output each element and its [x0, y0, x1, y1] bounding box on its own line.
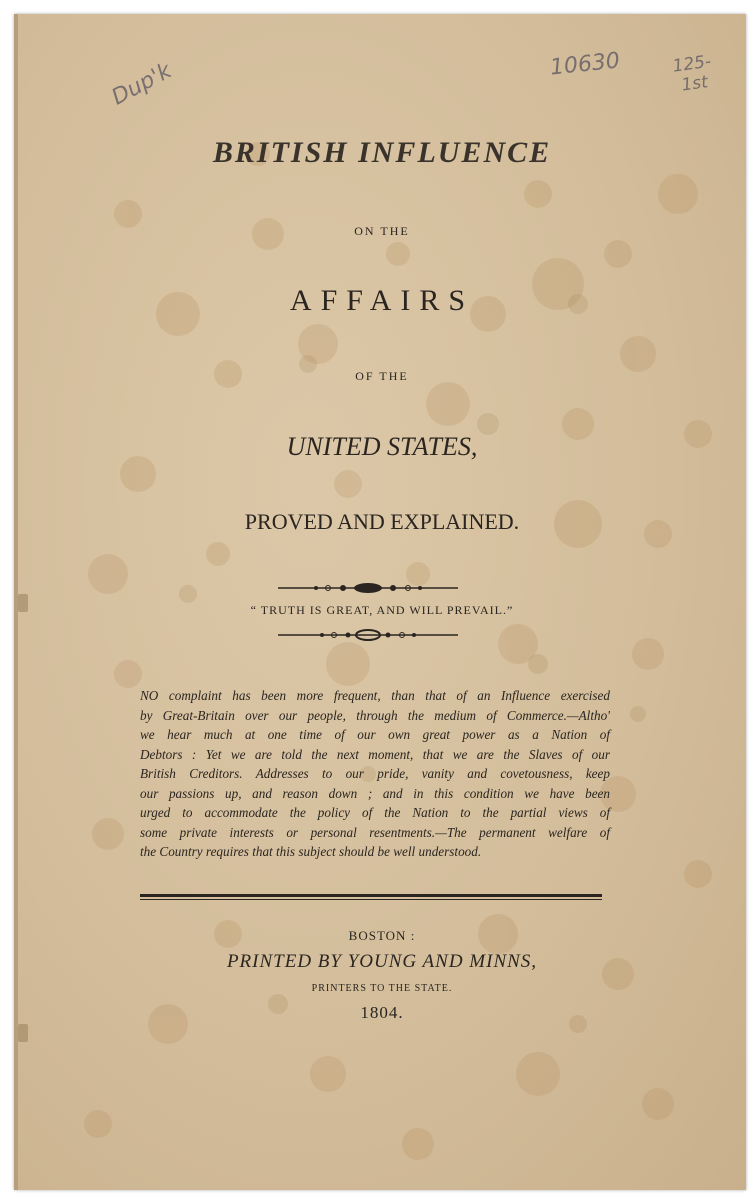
binding-tear	[18, 594, 28, 612]
paragraph-line: some private interests or personal resentments.—The permanent welfare of	[140, 824, 610, 840]
imprint-year: 1804.	[360, 1003, 404, 1022]
title-line-united-states: UNITED STATES,	[286, 432, 478, 461]
paragraph-line: Debtors : Yet we are told the next moment, that we are the Slaves of our	[140, 746, 610, 762]
title-line-proved-explained: PROVED AND EXPLAINED.	[244, 509, 520, 534]
title-page	[14, 14, 746, 1190]
ornament-divider-bottom	[268, 628, 468, 642]
paragraph-line: our passions up, and reason down ; and in this condition we have been	[140, 785, 610, 801]
paragraph-line: urged to accommodate the policy of the Nation to the partial views of	[140, 805, 610, 820]
paragraph-line: the Country requires that this subject should be well understood.	[140, 844, 482, 859]
epigraph-paragraph	[140, 686, 610, 862]
title-line-affairs: AFFAIRS	[289, 284, 475, 317]
paragraph-line: NO complaint has been more frequent, than that of an Influence exercised	[140, 688, 610, 703]
paragraph-line: by Great-Britain over our people, through the medium of Commerce.—Altho'	[140, 707, 610, 723]
imprint-printer: PRINTED BY YOUNG AND MINNS,	[226, 951, 538, 972]
title-line-of-the: OF THE	[355, 369, 409, 383]
double-rule-thick	[140, 894, 602, 897]
double-rule-thin	[140, 899, 602, 900]
handwritten-note: Dup'k	[107, 58, 176, 111]
handwritten-price-note	[671, 52, 715, 97]
imprint-place: BOSTON :	[348, 928, 416, 943]
handwritten-catalog-number: 10630	[548, 48, 622, 81]
title-line-british-influence: BRITISH INFLUENCE	[212, 136, 552, 169]
handwritten-price-bottom: 1st	[680, 72, 710, 96]
motto: “ TRUTH IS GREAT, AND WILL PREVAIL.”	[250, 603, 514, 617]
binding-tear	[18, 1024, 28, 1042]
title-line-on-the: ON THE	[354, 224, 410, 238]
imprint-role: PRINTERS TO THE STATE.	[311, 983, 453, 994]
paragraph-line: British Creditors. Addresses to our pride, vanity and covetousness, keep	[140, 766, 610, 781]
paragraph-line: we hear much at one time of our own great power as a Nation of	[140, 727, 610, 742]
handwritten-price-top: 125-	[671, 51, 713, 77]
ornament-divider-top	[268, 581, 468, 595]
